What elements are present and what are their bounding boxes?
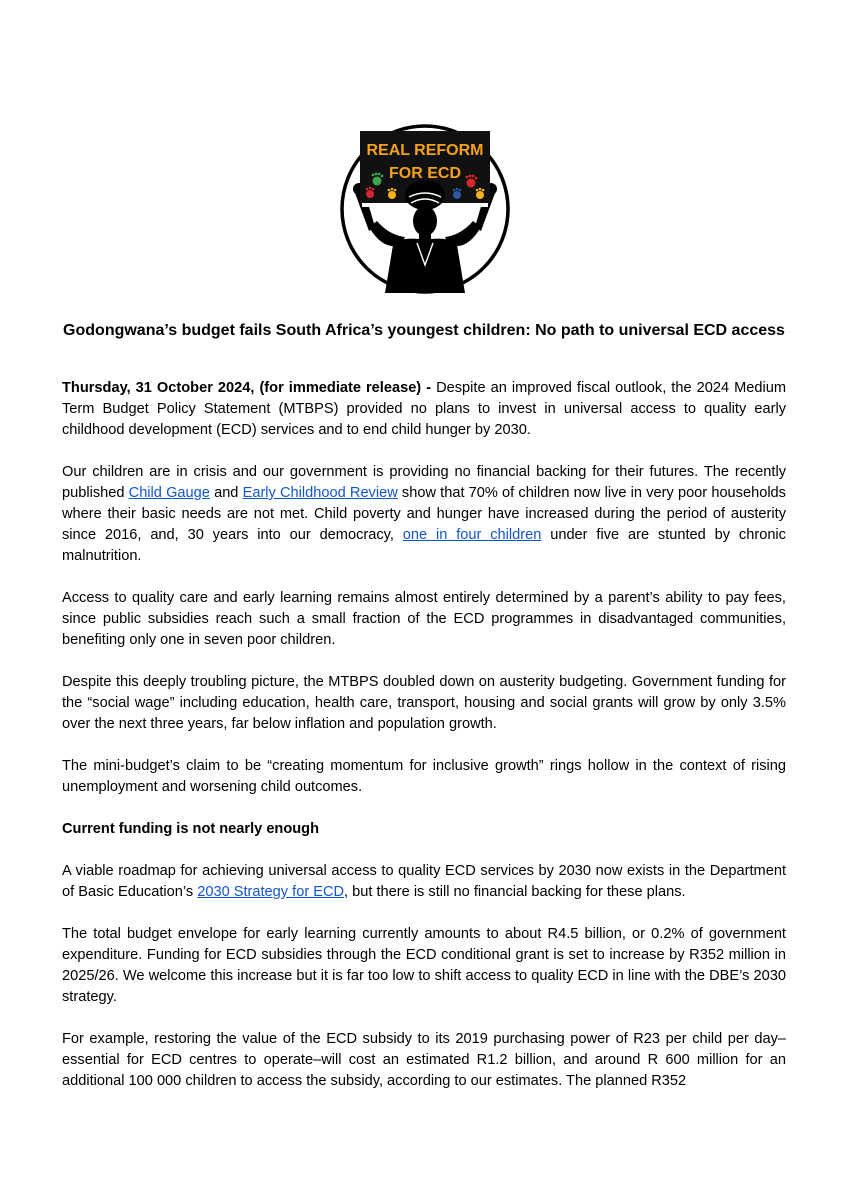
paragraph-example: For example, restoring the value of the ECD subsidy to its 2019 purchasing power of R23 per child per day–essential for ECD centres to operate–will cost an estimated R1.2 billion, and around R 600 million for an additional 100 000 children to access the subsidy, according to our estimates. The planned R352 [62,1031,786,1089]
real-reform-for-ecd-logo [339,123,511,295]
paragraph-access: Access to quality care and early learning remains almost entirely determined by a parent’s ability to pay fees, since public subsidies reach such a small fraction of the ECD programmes in disadvantaged communities, benefiting only one in seven poor children. [62,590,786,648]
text-span: and [209,485,243,501]
text-span: A viable roadmap for achieving universal access to quality ECD services by 2030 now exists in the Department of Basic Education’s [62,863,786,900]
section-heading: Current funding is not nearly enough [62,821,320,837]
paragraph-crisis [62,462,786,567]
intro-text: Despite an improved fiscal outlook, the 2024 Medium Term Budget Policy Statement (MTBPS) provided no plans to invest in universal access to quality early childhood development (ECD) services and to end child hunger by 2030. [62,380,786,438]
text-span: under five are stunted by chronic malnutrition. [62,527,786,564]
press-release-title: Godongwana’s budget fails South Africa’s youngest children: No path to universal ECD access [63,322,785,339]
press-release-body [62,378,786,1092]
early-childhood-review-link[interactable]: Early Childhood Review [242,485,398,501]
paragraph-roadmap [62,861,786,903]
text-span: show that 70% of children now live in very poor households where their basic needs are not met. Child poverty and hunger have increased during the period of austerity since 2016, and, 30 years into our democracy, [62,485,786,543]
paragraph-budget-envelope: The total budget envelope for early learning currently amounts to about R4.5 billion, or 0.2% of government expenditure. Funding for ECD subsidies through the ECD conditional grant is set to increase by R352 million in 2025/26. We welcome this increase but it is far too low to shift access to quality ECD in line with the DBE’s 2030 strategy. [62,926,786,1005]
text-span: Our children are in crisis and our government is providing no financial backing for their futures. The recently published [62,464,786,501]
logo-text-line1: REAL REFORM [366,142,484,159]
text-span: , but there is still no financial backing for these plans. [344,884,686,900]
ecd-strategy-link[interactable]: 2030 Strategy for ECD [197,884,345,900]
dateline: Thursday, 31 October 2024, (for immediate release) - [62,380,432,396]
paragraph-austerity: Despite this deeply troubling picture, the MTBPS doubled down on austerity budgeting. Government funding for the “social wage” including education, health care, transport, housing and social grants will grow by only 3.5% over the next three years, far below inflation and population growth. [62,674,786,732]
one-in-four-children-link[interactable]: one in four children [402,527,542,543]
logo-text-line2: FOR ECD [389,165,461,182]
child-gauge-link[interactable]: Child Gauge [128,485,210,501]
paragraph-intro [62,378,786,441]
paragraph-mini-budget: The mini-budget’s claim to be “creating momentum for inclusive growth” rings hollow in the context of rising unemployment and worsening child outcomes. [62,758,786,795]
